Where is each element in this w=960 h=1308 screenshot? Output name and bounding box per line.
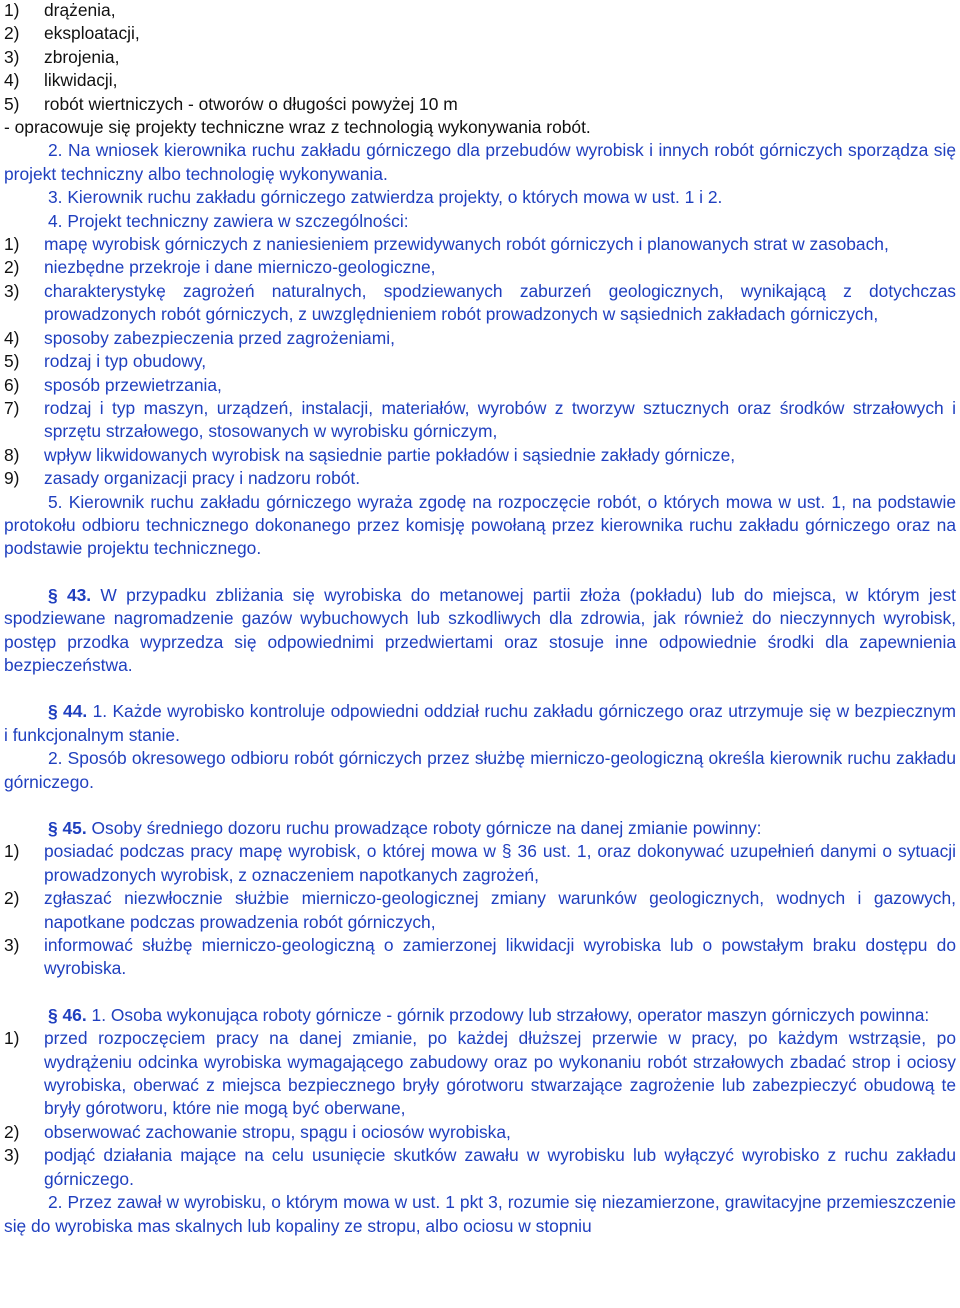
list-text: likwidacji, (44, 70, 118, 91)
section-46-2: 2. Przez zawał w wyrobisku, o którym mowa w ust. 1 pkt 3, rozumie się niezamierzone, grawitacyjne przemieszczenie się do wyrobiska mas skalnych lub kopaliny ze stropu, albo ociosu w stopniu (4, 1192, 956, 1236)
list-text: robót wiertniczych - otworów o długości powyżej 10 m (44, 93, 458, 114)
list-text: niezbędne przekroje i dane mierniczo-geologiczne, (44, 257, 436, 278)
list-number: 2) (4, 1121, 20, 1142)
list-item (4, 840, 956, 887)
section-text: 1. Osoba wykonująca roboty górnicze - górnik przodowy lub strzałowy, operator maszyn górniczych powinna: (86, 1004, 930, 1025)
list-item (4, 256, 956, 279)
section-text: W przypadku zbliżania się wyrobiska do metanowej partii złoża (pokładu) lub do miejsca, w którym jest spodziewane nagromadzenie gazów wybuchowych lub szkodliwych dla zdrowia, jak również do nieczynnych wyrobisk, postęp przodka wyprzedza się odpowiednimi przedwiertami oraz stosuje inne odpowiednie środki dla zapewnienia bezpieczeństwa. (4, 584, 956, 675)
list-text: drążenia, (44, 0, 116, 20)
list-item (4, 280, 956, 327)
section-44-2: 2. Sposób okresowego odbioru robót górniczych przez służbę mierniczo-geologiczną określa kierownik ruchu zakładu górniczego. (4, 748, 956, 792)
section-text: Osoby średniego dozoru ruchu prowadzące roboty górnicze na danej zmianie powinny: (86, 818, 762, 838)
list-number: 1) (4, 0, 20, 20)
list-number: 2) (4, 257, 20, 278)
list-number: 4) (4, 327, 20, 348)
list-text: rodzaj i typ obudowy, (44, 351, 207, 372)
section-label: § 44. (48, 701, 88, 722)
list-item (4, 467, 956, 490)
list-item (4, 1121, 956, 1144)
list-a-tail: - opracowuje się projekty techniczne wraz z technologią wykonywania robót. (4, 117, 591, 138)
list-a (4, 0, 956, 116)
list-number: 3) (4, 280, 20, 301)
list-number: 3) (4, 46, 20, 67)
list-item (4, 327, 956, 350)
spacer (4, 794, 956, 817)
section-label: § 45. (48, 818, 87, 838)
list-item (4, 934, 956, 981)
list-item (4, 233, 956, 256)
list-item (4, 887, 956, 934)
list-text: przed rozpoczęciem pracy na danej zmianie, po każdej dłuższej przerwie w pracy, po każdym wstrząsie, po wydrążeniu odcinka wyrobiska wymagającego zabudowy oraz po wykonaniu robót strzałowych zbadać strop i ociosy wyrobiska, oberwać z miejsca bezpiecznego bryły górotworu stwarzające zagrożenie lub zabezpieczyć obudową te bryły górotworu, które nie mogą być oberwane, (44, 1028, 956, 1119)
list-number: 1) (4, 234, 20, 255)
list-number: 5) (4, 351, 20, 372)
list-text: mapę wyrobisk górniczych z naniesieniem przewidywanych robót górniczych i planowanych strat w zasobach, (44, 234, 889, 255)
list-number: 6) (4, 374, 20, 395)
list-text: zasady organizacji pracy i nadzoru robót. (44, 468, 361, 489)
section-label: § 43. (48, 584, 92, 605)
spacer (4, 561, 956, 584)
paragraph-5: 5. Kierownik ruchu zakładu górniczego wyraża zgodę na rozpoczęcie robót, o których mowa w ust. 1, na podstawie protokołu odbioru technicznego dokonanego przez komisję powołaną przez kierownika ruchu zakładu górniczego oraz na podstawie projektu technicznego. (4, 491, 956, 559)
section-45 (4, 817, 956, 840)
list-text: obserwować zachowanie stropu, spągu i ociosów wyrobiska, (44, 1121, 511, 1142)
list-item (4, 350, 956, 373)
list-text: informować służbę mierniczo-geologiczną o zamierzonej likwidacji wyrobiska lub o powstałym braku dostępu do wyrobiska. (44, 935, 956, 979)
list-c (4, 840, 956, 980)
list-number: 2) (4, 23, 20, 44)
section-44 (4, 700, 956, 747)
list-text: charakterystykę zagrożeń naturalnych, spodziewanych zaburzeń geologicznych, wynikającą z dotychczas prowadzonych robót górniczych, z uwzględnieniem robót prowadzonych w sąsiednich zakładach górniczych, (44, 280, 956, 325)
list-number: 4) (4, 70, 20, 91)
section-label: § 46. (48, 1004, 87, 1025)
spacer (4, 677, 956, 700)
list-d (4, 1027, 956, 1191)
list-text: sposoby zabezpieczenia przed zagrożeniami, (44, 327, 395, 348)
list-item (4, 46, 956, 69)
list-text: eksploatacji, (44, 23, 140, 44)
list-number: 5) (4, 93, 20, 114)
list-item (4, 444, 956, 467)
list-b (4, 233, 956, 490)
list-number: 2) (4, 888, 20, 909)
list-item (4, 93, 956, 116)
list-text: posiadać podczas pracy mapę wyrobisk, o której mowa w § 36 ust. 1, oraz dokonywać uzupełnień danymi o sytuacji prowadzonych wyrobisk, z oznaczeniem napotkanych zagrożeń, (44, 841, 956, 885)
section-46 (4, 1004, 956, 1027)
spacer (4, 981, 956, 1004)
list-number: 9) (4, 468, 20, 489)
list-item (4, 1144, 956, 1191)
list-text: rodzaj i typ maszyn, urządzeń, instalacji, materiałów, wyrobów z tworzyw sztucznych oraz środków strzałowych i sprzętu strzałowego, stosowanych w wyrobisku górniczym, (44, 397, 956, 442)
list-number: 1) (4, 1028, 20, 1049)
list-text: zgłaszać niezwłocznie służbie mierniczo-geologicznej zmiany warunków geologicznych, wodnych i gazowych, napotkane podczas prowadzenia robót górniczych, (44, 888, 956, 932)
paragraph-3: 3. Kierownik ruchu zakładu górniczego zatwierdza projekty, o których mowa w ust. 1 i 2. (48, 187, 723, 208)
list-number: 3) (4, 1145, 20, 1166)
list-item (4, 0, 956, 22)
list-number: 1) (4, 841, 20, 862)
paragraph-2: 2. Na wniosek kierownika ruchu zakładu górniczego dla przebudów wyrobisk i innych robót górniczych sporządza się projekt techniczny albo technologię wykonywania. (4, 140, 956, 184)
section-text: 1. Każde wyrobisko kontroluje odpowiedni oddział ruchu zakładu górniczego oraz utrzymuje się w bezpiecznym i funkcjonalnym stanie. (4, 701, 956, 745)
list-text: sposób przewietrzania, (44, 374, 222, 395)
list-text: wpływ likwidowanych wyrobisk na sąsiednie partie pokładów i sąsiednie zakłady górnicze, (44, 444, 736, 465)
list-item (4, 69, 956, 92)
list-item (4, 397, 956, 444)
section-43 (4, 584, 956, 678)
list-number: 8) (4, 444, 20, 465)
list-item (4, 374, 956, 397)
paragraph-4: 4. Projekt techniczny zawiera w szczególności: (48, 210, 409, 231)
list-number: 7) (4, 397, 20, 418)
list-number: 3) (4, 935, 20, 956)
list-text: podjąć działania mające na celu usunięcie skutków zawału w wyrobisku lub wyłączyć wyrobisko z ruchu zakładu górniczego. (44, 1145, 956, 1189)
list-text: zbrojenia, (44, 46, 120, 67)
list-item (4, 1027, 956, 1121)
list-item (4, 22, 956, 45)
